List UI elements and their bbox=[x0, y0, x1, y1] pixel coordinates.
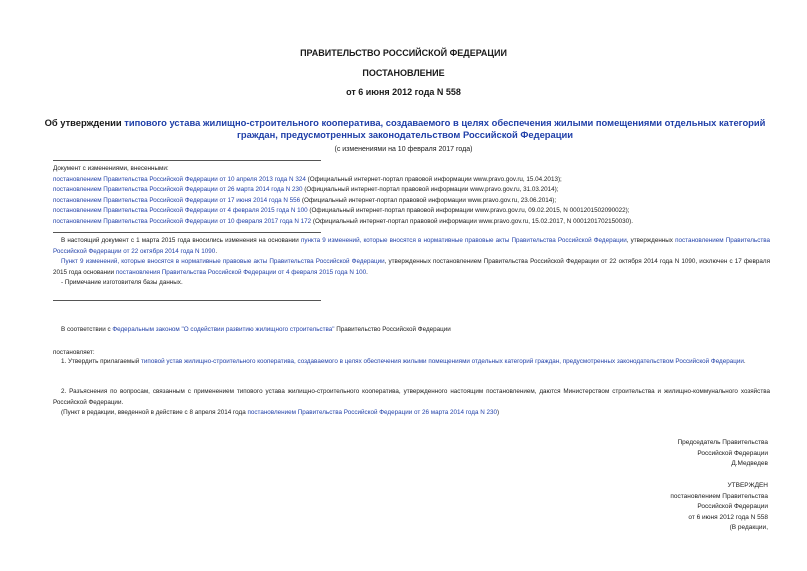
subject-link[interactable]: типового устава жилищно-строительного кооператива, создаваемого в целях обеспечения жилыми помещениями отдельных категорий граждан, предусмотренных законодательством Российской Федерации bbox=[124, 117, 766, 140]
change-source: (Официальный интернет-портал правовой информации www.pravo.gov.ru, 15.04.2013); bbox=[305, 175, 562, 183]
note-link[interactable]: постановлением Правительства Российской Федерации от 22 октября 2014 года N 1090 bbox=[53, 237, 771, 255]
note-paragraph-3: - Примечание изготовителя базы данных. bbox=[61, 279, 183, 287]
note-text: . bbox=[366, 268, 368, 276]
divider-middle bbox=[53, 232, 321, 233]
change-link[interactable]: постановлением Правительства Российской Федерации от 26 марта 2014 года N 230 bbox=[53, 186, 303, 194]
federal-law-link[interactable]: Федеральным законом "О содействии развитию жилищного строительства" bbox=[112, 326, 335, 333]
note-paragraph-1 bbox=[53, 236, 770, 257]
typical-charter-link[interactable]: типовой устав жилищно-строительного кооператива, создаваемого в целях обеспечения жилыми помещениями отдельных категорий граждан, предусмотренных законодательством Российской Федерации bbox=[141, 358, 744, 365]
signature-block bbox=[677, 438, 768, 470]
signatory-name: Д.Медведев bbox=[731, 460, 768, 468]
note-text: , утвержденных bbox=[626, 237, 676, 244]
note-link[interactable]: пункта 9 изменений, которые вносятся в нормативные правовые акты Правительства Российской Федерации bbox=[300, 237, 627, 244]
preamble-text: В соответствии с bbox=[61, 326, 113, 333]
document-subject bbox=[30, 117, 780, 141]
resolution-item-2 bbox=[53, 387, 770, 419]
item-text: (Пункт в редакции, введенной в действие с 8 апреля 2014 года bbox=[61, 409, 248, 417]
document-date-number: от 6 июня 2012 года N 558 bbox=[346, 87, 461, 97]
approval-block bbox=[670, 481, 768, 534]
approved-heading: УТВЕРЖДЕН bbox=[727, 482, 768, 489]
preamble-text: Правительство Российской Федерации bbox=[334, 326, 451, 333]
item2-paragraph: 2. Разъяснения по вопросам, связанным с применением типового устава жилищно-строительного кооператива, утвержденного настоящим постановлением, даются Министерством строительства и жилищно-коммунального хозяйства Российской Федерации. bbox=[53, 388, 770, 406]
divider-bottom bbox=[53, 300, 321, 301]
approved-line: (В редакции, bbox=[729, 524, 768, 532]
change-source: (Официальный интернет-портал правовой информации www.pravo.gov.ru, 31.03.2014); bbox=[302, 186, 559, 194]
change-item bbox=[53, 185, 633, 196]
revision-note: (с изменениями на 10 февраля 2017 года) bbox=[334, 146, 473, 153]
change-link[interactable]: постановлением Правительства Российской Федерации от 17 июня 2014 года N 556 bbox=[53, 196, 301, 204]
note-text: . bbox=[215, 247, 218, 255]
subject-prefix: Об утверждении bbox=[44, 117, 125, 128]
approved-line: Российской Федерации bbox=[697, 503, 768, 511]
changes-list bbox=[53, 164, 633, 228]
change-link[interactable]: постановлением Правительства Российской Федерации от 4 февраля 2015 года N 100 bbox=[53, 207, 308, 215]
changes-intro: Документ с изменениями, внесенными: bbox=[53, 165, 169, 172]
change-link[interactable]: постановлением Правительства Российской Федерации от 10 апреля 2013 года N 324 bbox=[53, 175, 306, 183]
resolution-item-1 bbox=[53, 357, 770, 368]
signatory-title-2: Российской Федерации bbox=[697, 449, 768, 457]
change-item bbox=[53, 217, 633, 228]
change-source: (Официальный интернет-портал правовой информации www.pravo.gov.ru, 23.06.2014); bbox=[300, 196, 557, 204]
change-link[interactable]: постановлением Правительства Российской Федерации от 10 февраля 2017 года N 172 bbox=[53, 217, 312, 225]
item1-paragraph bbox=[53, 357, 770, 368]
item-text: . bbox=[743, 358, 746, 365]
item-text: 1. Утвердить прилагаемый bbox=[61, 358, 142, 365]
change-item bbox=[53, 175, 633, 186]
divider-top bbox=[53, 160, 321, 161]
change-item bbox=[53, 206, 633, 217]
item2-edit-note bbox=[53, 408, 770, 419]
note-link[interactable]: постановления Правительства Российской Федерации от 4 февраля 2015 года N 100 bbox=[115, 268, 367, 276]
signatory-title: Председатель Правительства bbox=[677, 439, 768, 446]
authority-title: ПРАВИТЕЛЬСТВО РОССИЙСКОЙ ФЕДЕРАЦИИ bbox=[300, 48, 507, 58]
change-source: (Официальный интернет-портал правовой информации www.pravo.gov.ru, 15.02.2017, N 0001201702150030). bbox=[311, 217, 633, 225]
approved-line: постановлением Правительства bbox=[670, 492, 768, 500]
resolves-word: постановляет: bbox=[53, 349, 95, 356]
change-item bbox=[53, 196, 633, 207]
note-text: , утвержденных постановлением Правительства Российской Федерации от 22 октября 2014 года N 1090, исключен с 17 февраля 2015 года основании bbox=[53, 258, 770, 276]
item-text: ) bbox=[497, 409, 500, 417]
note-paragraph-2 bbox=[53, 257, 770, 278]
preamble bbox=[53, 325, 451, 336]
document-type: ПОСТАНОВЛЕНИЕ bbox=[362, 68, 445, 78]
change-source: (Официальный интернет-портал правовой информации www.pravo.gov.ru, 09.02.2015, N 0001201502090022); bbox=[307, 207, 630, 215]
note-link[interactable]: Пункт 9 изменений, которые вносятся в нормативные правовые акты Правительства Российской Федерации bbox=[61, 258, 385, 266]
amendment-link[interactable]: постановлением Правительства Российской Федерации от 26 марта 2014 года N 230 bbox=[247, 409, 498, 417]
approved-line: от 6 июня 2012 года N 558 bbox=[688, 513, 768, 521]
editor-notes bbox=[53, 236, 770, 289]
note-text: В настоящий документ с 1 марта 2015 года вносились изменения на основании bbox=[61, 237, 301, 244]
